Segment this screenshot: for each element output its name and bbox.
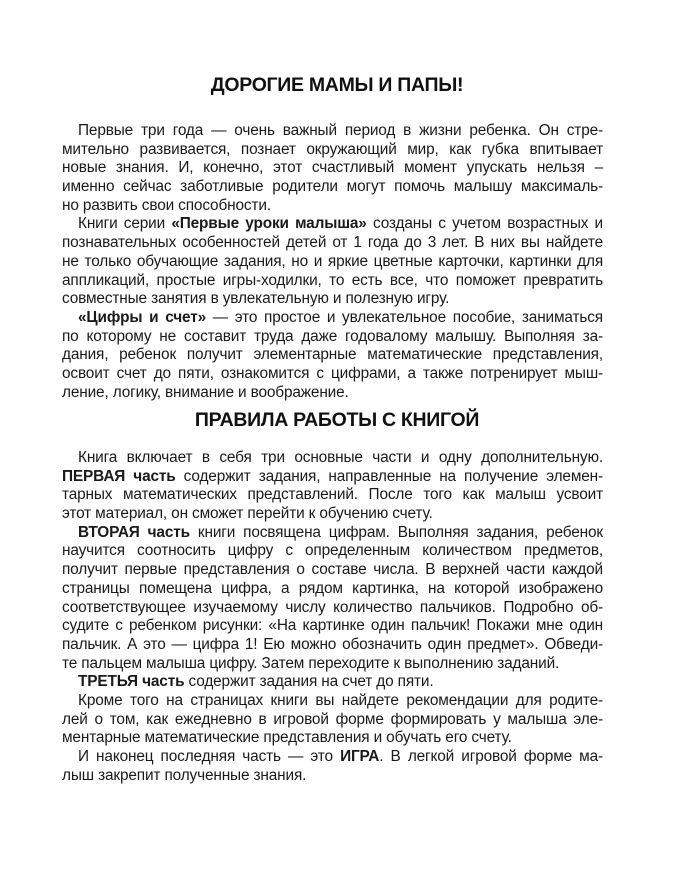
book-title: «Цифры и счет»	[78, 308, 206, 326]
series-title: «Первые уроки малыша»	[171, 215, 367, 233]
text: содержит задания, направленные на получение элемен-	[175, 467, 603, 485]
paragraph-line: но развить свои способности.	[62, 196, 271, 214]
paragraph-line: научится соотносить цифру с определенным количеством предметов,	[62, 542, 603, 560]
paragraph-line: новые знания. И, конечно, этот счастливый момент упускать нельзя –	[62, 159, 603, 177]
paragraph-line: тарных математических представлений. После того как малыш усвоит	[62, 486, 603, 504]
paragraph-line: Кроме того на страницах книги вы найдете рекомендации для родите-	[78, 691, 603, 709]
part-label: ПЕРВАЯ часть	[62, 467, 176, 485]
text: созданы с учетом возрастных и	[366, 215, 603, 233]
paragraph-line: ментарные математические представления и обучать его счету.	[62, 729, 512, 747]
paragraph-line: освоит счет до пяти, ознакомится с цифрами, а также потренирует мыш-	[62, 364, 603, 382]
section-rules	[62, 449, 603, 785]
paragraph-line: совместные занятия в увлекательную и полезную игру.	[62, 290, 450, 308]
part-label: ВТОРАЯ часть	[78, 523, 190, 541]
paragraph-line: мительно развивается, познает окружающий мир, как губка впитывает	[62, 140, 603, 158]
section-intro	[62, 122, 603, 402]
paragraph-line	[62, 309, 603, 328]
paragraph-line: получит первые представления о составе числа. В верхней части каждой	[62, 561, 603, 579]
text: . В легкой игровой форме ма-	[379, 748, 603, 765]
paragraph-line: этот материал, он сможет перейти к обучению счету.	[62, 505, 433, 523]
paragraph-line: соответствующее изучаемому числу количество пальчиков. Подробно об-	[62, 598, 603, 616]
paragraph-line	[62, 215, 603, 234]
paragraph-line	[62, 673, 603, 692]
game-label: ИГРА	[340, 748, 380, 765]
paragraph-line	[62, 468, 603, 487]
paragraph-line: ление, логику, внимание и воображение.	[62, 383, 349, 401]
paragraph-line: Первые три года — очень важный период в жизни ребенка. Он стре-	[78, 122, 603, 139]
paragraph-line	[62, 524, 603, 543]
paragraph-line: страницы помещена цифра, а рядом картинка, на которой изображено	[62, 579, 603, 597]
paragraph-line: те пальцем малыша цифру. Затем переходите к выполнению заданий.	[62, 654, 560, 672]
text: — это простое и увлекательное пособие, заниматься	[206, 308, 603, 326]
paragraph-line: познавательных особенностей детей от 1 года до 3 лет. В них вы найдете	[62, 234, 603, 252]
text: содержит задания на счет до пяти.	[184, 673, 434, 691]
paragraph-line: именно сейчас заботливые родители могут помочь малышу максималь-	[62, 178, 603, 196]
paragraph-line: судите с ребенком рисунки: «На картинке один пальчик! Покажи мне один	[62, 617, 603, 635]
paragraph-line: дания, ребенок получит элементарные математические представления,	[62, 346, 603, 364]
paragraph-line: по которому не составит труда даже годовалому малышу. Выполняя за-	[62, 327, 603, 345]
part-label: ТРЕТЬЯ часть	[78, 673, 185, 691]
paragraph-line: лыш закрепит полученные знания.	[62, 766, 307, 784]
text: Книги серии	[78, 215, 172, 233]
paragraph-line: не только обучающие задания, но и яркие цветные карточки, картинки для	[62, 252, 603, 270]
text: И наконец последняя часть — это	[78, 748, 341, 765]
text: книги посвящена цифрам. Выполняя задания, ребенок	[189, 523, 604, 541]
paragraph-line: пальчик. А это — цифра 1! Ею можно обозначить один предмет». Обведи-	[62, 635, 603, 653]
paragraph-line: аппликаций, простые игры-ходилки, то есть все, что поможет превратить	[62, 271, 603, 289]
heading-rules: ПРАВИЛА РАБОТЫ С КНИГОЙ	[194, 409, 480, 431]
paragraph-line	[62, 748, 603, 767]
paragraph-line: лей о том, как ежедневно в игровой форме формировать у малыша эле-	[62, 710, 603, 728]
paragraph-line: Книга включает в себя три основные части и одну дополнительную.	[78, 449, 603, 466]
heading-dear-parents: ДОРОГИЕ МАМЫ И ПАПЫ!	[210, 74, 464, 96]
